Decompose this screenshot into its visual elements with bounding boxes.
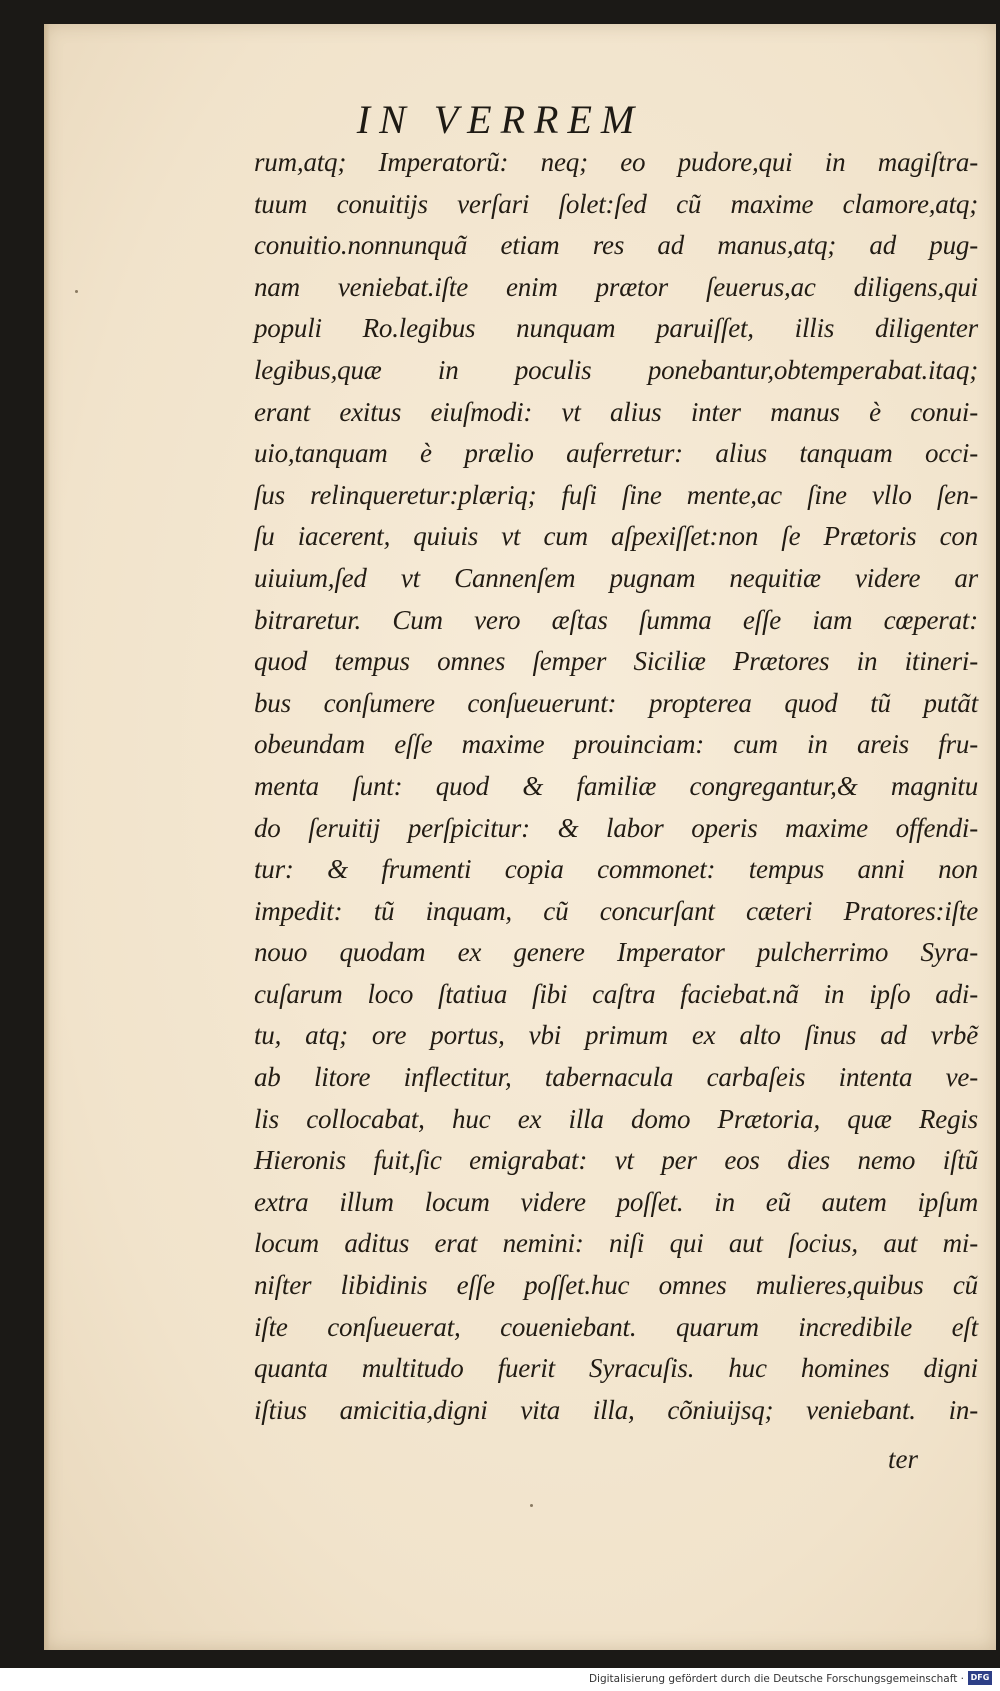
text-line: Hieronis fuit,ſic emigrabat: vt per eos dies nemo iſtũ bbox=[254, 1145, 978, 1176]
paper-speck bbox=[530, 1504, 533, 1507]
text-line: tuum conuitijs verſari ſolet:ſed cũ maxime clamore,atq; bbox=[254, 188, 978, 219]
text-line: rum,atq; Imperatorũ: neq; eo pudore,qui in magiſtra- bbox=[254, 147, 978, 177]
digitization-credit: Digitalisierung gefördert durch die Deutsche Forschungsgemeinschaft · bbox=[588, 1673, 964, 1685]
text-line: uiuium,ſed vt Cannenſem pugnam nequitiæ videre ar bbox=[254, 562, 978, 593]
text-line: obeundam eſſe maxime prouinciam: cum in areis fru- bbox=[254, 729, 978, 760]
text-line: menta ſunt: quod & familiæ congregantur,& magnitu bbox=[254, 770, 978, 801]
text-line: ab litore inflectitur, tabernacula carbaſeis intenta ve- bbox=[254, 1062, 978, 1093]
text-line: do ſeruitij perſpicitur: & labor operis maxime offendi- bbox=[254, 812, 978, 843]
text-line: uio,tanquam è prælio auferretur: alius tanquam occi- bbox=[254, 438, 978, 469]
text-line: niſter libidinis eſſe poſſet.huc omnes mulieres,quibus cũ bbox=[254, 1270, 978, 1301]
text-line: extra illum locum videre poſſet. in eũ autem ipſum bbox=[254, 1186, 978, 1217]
text-line: impedit: tũ inquam, cũ concurſant cæteri Pratores:iſte bbox=[254, 895, 978, 926]
text-line: iſte conſueuerat, coueniebant. quarum incredibile eſt bbox=[254, 1311, 978, 1342]
page-gutter-shadow bbox=[44, 24, 50, 1650]
text-line: locum aditus erat nemini: niſi qui aut ſocius, aut mi- bbox=[254, 1228, 978, 1259]
text-line: cuſarum loco ſtatiua ſibi caſtra faciebat.nã in ipſo adi- bbox=[254, 978, 978, 1009]
dfg-logo: DFG bbox=[968, 1671, 992, 1685]
paper-speck bbox=[75, 290, 78, 293]
text-line: conuitio.nonnunquã etiam res ad manus,atq; ad pug- bbox=[254, 230, 978, 261]
text-line: bitraretur. Cum vero æſtas ſumma eſſe iam cœperat: bbox=[254, 604, 978, 635]
text-line: iſtius amicitia,digni vita illa, cõniuijsq; veniebant. in- bbox=[254, 1394, 978, 1425]
text-line: quanta multitudo fuerit Syracuſis. huc homines digni bbox=[254, 1353, 978, 1384]
text-line: populi Ro.legibus nunquam paruiſſet, illis diligenter bbox=[254, 313, 978, 344]
body-text bbox=[254, 142, 978, 1431]
text-line: nouo quodam ex genere Imperator pulcherrimo Syra- bbox=[254, 937, 978, 968]
running-head: IN VERREM bbox=[356, 97, 644, 142]
text-line: ſu iacerent, quiuis vt cum aſpexiſſet:non ſe Prætoris con bbox=[254, 521, 978, 552]
text-line: tu, atq; ore portus, vbi primum ex alto ſinus ad vrbẽ bbox=[254, 1020, 978, 1051]
catchword: ter bbox=[888, 1444, 918, 1474]
text-line: tur: & frumenti copia commonet: tempus anni non bbox=[254, 854, 978, 885]
text-line: ſus relinqueretur:plæriq; fuſi ſine mente,ac ſine vllo ſen- bbox=[254, 479, 978, 510]
text-line: legibus,quæ in poculis ponebantur,obtemperabat.itaq; bbox=[254, 354, 978, 385]
text-line: erant exitus eiuſmodi: vt alius inter manus è conui- bbox=[254, 396, 978, 427]
text-line: bus conſumere conſueuerunt: propterea quod tũ putãt bbox=[254, 687, 978, 718]
text-line: nam veniebat.iſte enim prætor ſeuerus,ac diligens,qui bbox=[254, 271, 978, 302]
text-line: quod tempus omnes ſemper Siciliæ Prætores in itineri- bbox=[254, 646, 978, 677]
text-line: lis collocabat, huc ex illa domo Prætoria, quæ Regis bbox=[254, 1103, 978, 1134]
